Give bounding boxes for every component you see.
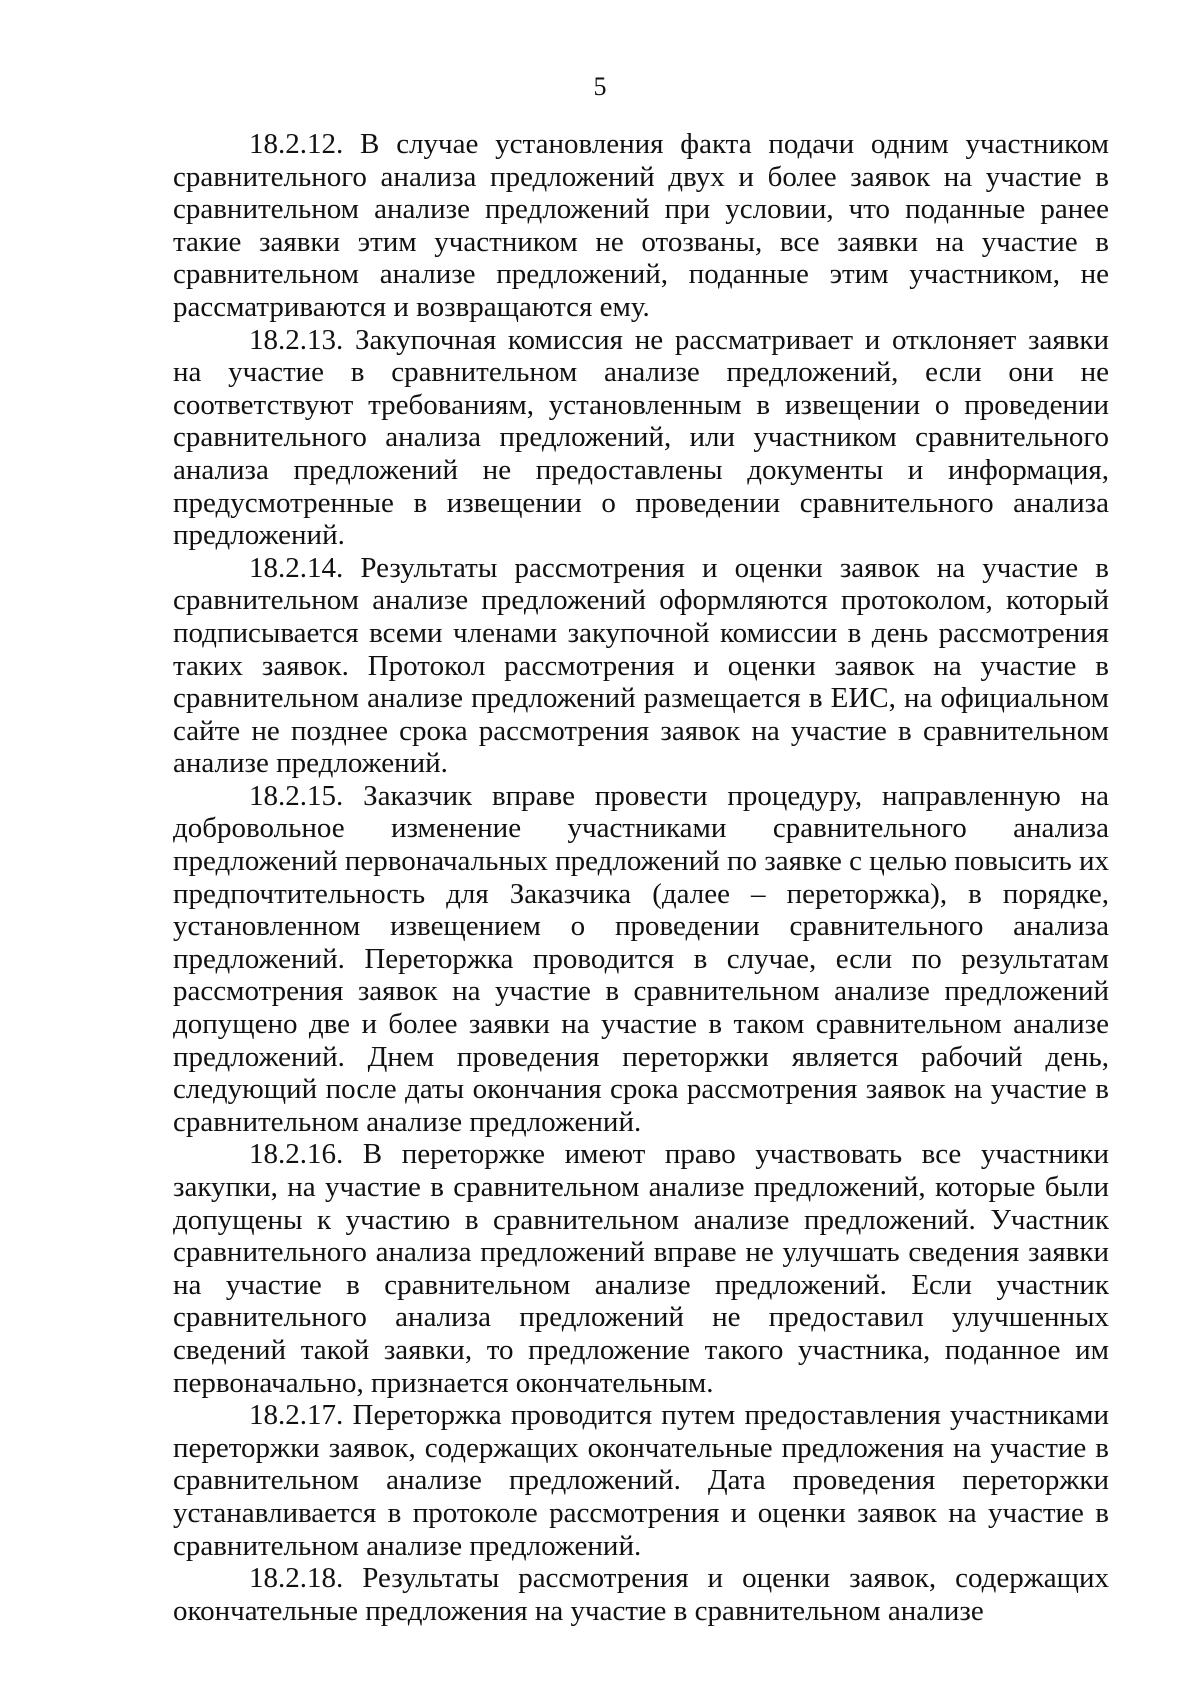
paragraph-18-2-15: 18.2.15. Заказчик вправе провести процедуру, направленную на добровольное изменение участниками сравнительного анализа предложений первоначальных предложений по заявке с целью повысить их предпочтительность для Заказчика (далее – переторжка), в порядке, установленном извещением о проведении сравнительного анализа предложений. Переторжка проводится в случае, если по результатам рассмотрения заявок на участие в сравнительном анализе предложений допущено две и более заявки на участие в таком сравнительном анализе предложений. Днем проведения переторжки является рабочий день, следующий после даты окончания срока рассмотрения заявок на участие в сравнительном анализе предложений.	[173, 779, 1109, 1138]
document-body	[173, 128, 1109, 1627]
paragraph-18-2-14: 18.2.14. Результаты рассмотрения и оценки заявок на участие в сравнительном анализе предложений оформляются протоколом, который подписывается всеми членами закупочной комиссии в день рассмотрения таких заявок. Протокол рассмотрения и оценки заявок на участие в сравнительном анализе предложений размещается в ЕИС, на официальном сайте не позднее срока рассмотрения заявок на участие в сравнительном анализе предложений.	[173, 551, 1109, 780]
paragraph-18-2-13: 18.2.13. Закупочная комиссия не рассматривает и отклоняет заявки на участие в сравнительном анализе предложений, если они не соответствуют требованиям, установленным в извещении о проведении сравнительного анализа предложений, или участником сравнительного анализа предложений не предоставлены документы и информация, предусмотренные в извещении о проведении сравнительного анализа предложений.	[173, 323, 1109, 552]
paragraph-18-2-16: 18.2.16. В переторжке имеют право участвовать все участники закупки, на участие в сравнительном анализе предложений, которые были допущены к участию в сравнительном анализе предложений. Участник сравнительного анализа предложений вправе не улучшать сведения заявки на участие в сравнительном анализе предложений. Если участник сравнительного анализа предложений не предоставил улучшенных сведений такой заявки, то предложение такого участника, поданное им первоначально, признается окончательным.	[173, 1138, 1109, 1399]
paragraph-18-2-18: 18.2.18. Результаты рассмотрения и оценки заявок, содержащих окончательные предложения на участие в сравнительном анализе	[173, 1562, 1109, 1627]
paragraph-18-2-12: 18.2.12. В случае установления факта подачи одним участником сравнительного анализа предложений двух и более заявок на участие в сравнительном анализе предложений при условии, что поданные ранее такие заявки этим участником не отозваны, все заявки на участие в сравнительном анализе предложений, поданные этим участником, не рассматриваются и возвращаются ему.	[173, 128, 1109, 323]
page-number: 5	[593, 72, 607, 101]
paragraph-18-2-17: 18.2.17. Переторжка проводится путем предоставления участниками переторжки заявок, содержащих окончательные предложения на участие в сравнительном анализе предложений. Дата проведения переторжки устанавливается в протоколе рассмотрения и оценки заявок на участие в сравнительном анализе предложений.	[173, 1399, 1109, 1562]
